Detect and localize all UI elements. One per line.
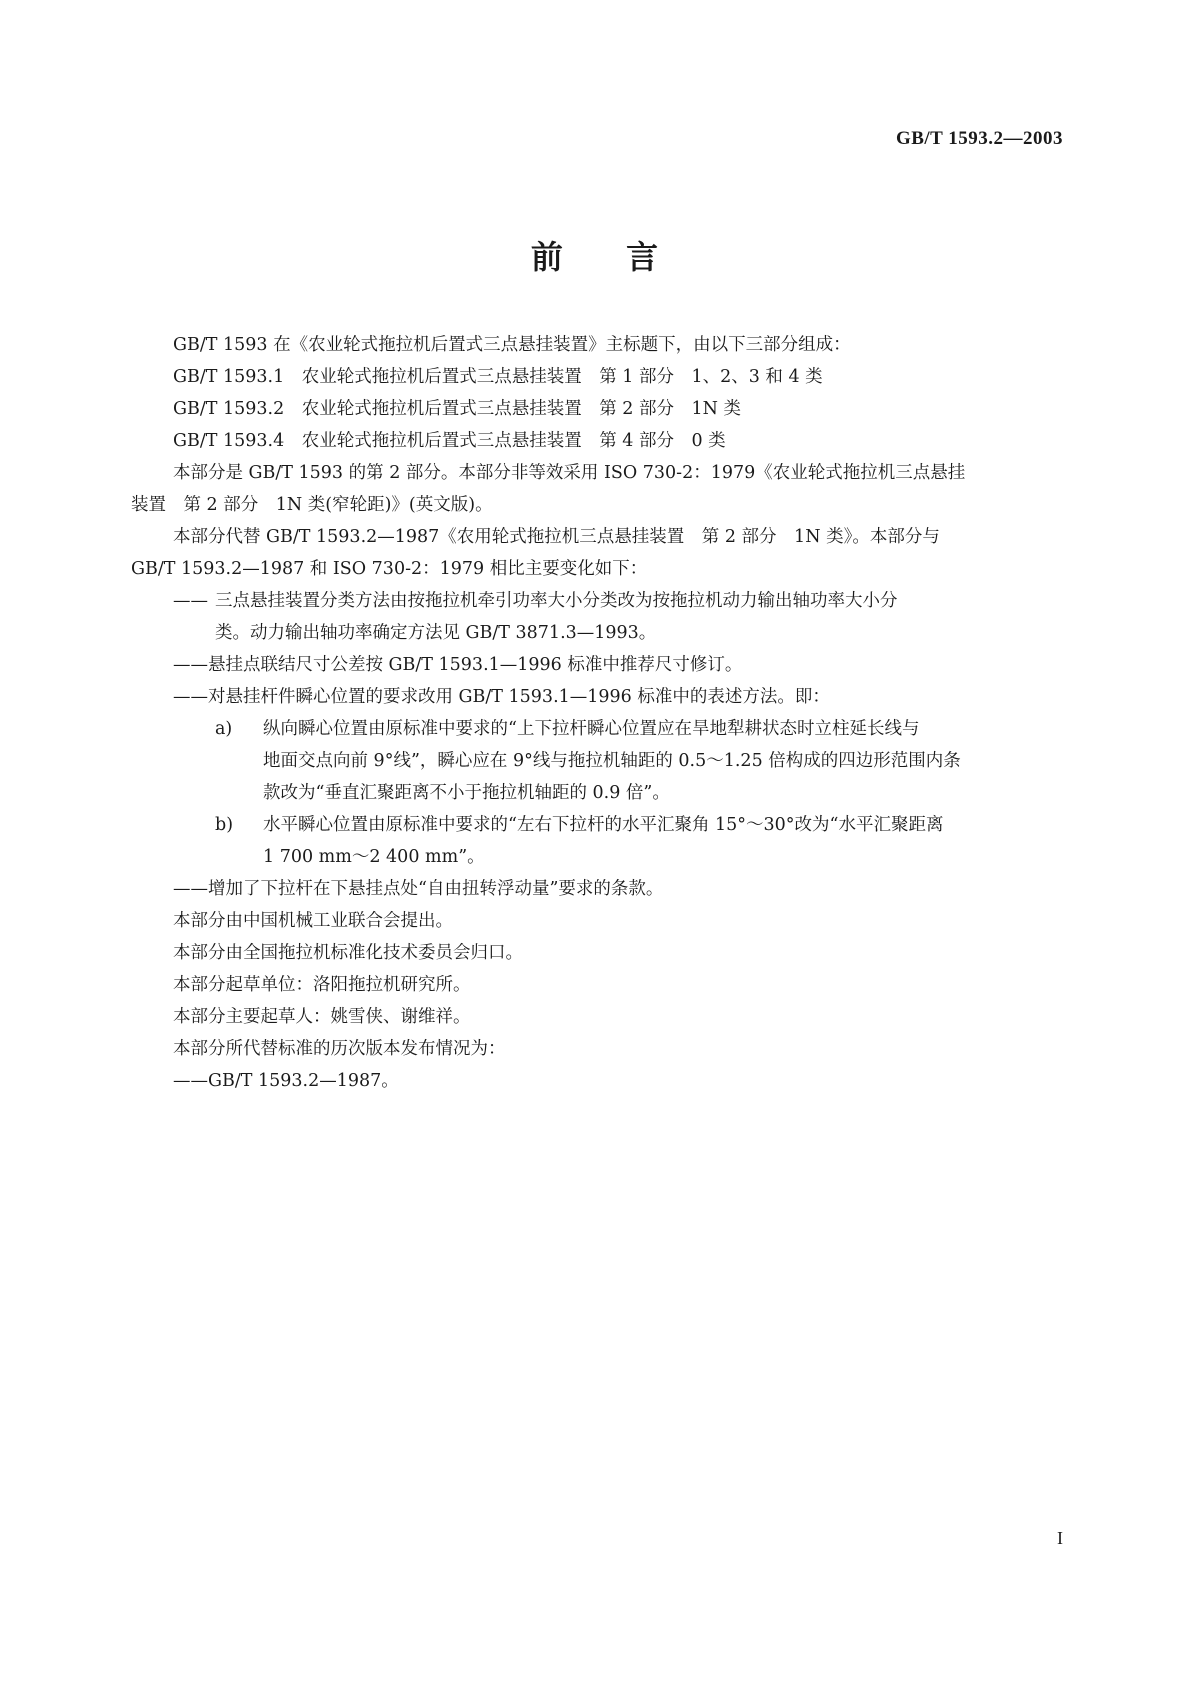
sub-item-a bbox=[131, 713, 1059, 809]
change-text: 三点悬挂装置分类方法由按拖拉机牵引功率大小分类改为按拖拉机动力输出轴功率大小分 bbox=[215, 591, 898, 611]
page-title: 前 言 bbox=[530, 238, 661, 276]
replacement-paragraph-cont: GB/T 1593.2—1987 和 ISO 730-2：1979 相比主要变化如下： bbox=[131, 559, 648, 579]
change-item: ——增加了下拉杆在下悬挂点处“自由扭转浮动量”要求的条款。 bbox=[173, 879, 664, 899]
part-list-item: GB/T 1593.2 农业轮式拖拉机后置式三点悬挂装置 第 2 部分 1N 类 bbox=[173, 399, 741, 419]
sub-item-text: 水平瞬心位置由原标准中要求的“左右下拉杆的水平汇聚角 15°～30°改为“水平汇聚距离 bbox=[263, 815, 944, 835]
history-paragraph: 本部分所代替标准的历次版本发布情况为： bbox=[173, 1039, 506, 1059]
sub-item-label: a) bbox=[215, 719, 233, 739]
sub-item-text: 款改为“垂直汇聚距离不小于拖拉机轴距的 0.9 倍”。 bbox=[263, 783, 670, 803]
foreword-body bbox=[131, 329, 1059, 1097]
replacement-paragraph: 本部分代替 GB/T 1593.2—1987《农用轮式拖拉机三点悬挂装置 第 2 部分 1N 类》。本部分与 bbox=[173, 527, 940, 547]
drafting-unit-paragraph: 本部分起草单位：洛阳拖拉机研究所。 bbox=[173, 975, 471, 995]
change-item bbox=[131, 585, 1059, 649]
drafters-paragraph: 本部分主要起草人：姚雪侠、谢维祥。 bbox=[173, 1007, 471, 1027]
dash-marker: —— bbox=[173, 591, 208, 611]
sub-item-text: 1 700 mm～2 400 mm”。 bbox=[263, 847, 485, 867]
sub-item-label: b) bbox=[215, 815, 234, 835]
proposed-paragraph: 本部分由中国机械工业联合会提出。 bbox=[173, 911, 453, 931]
intro-paragraph: GB/T 1593 在《农业轮式拖拉机后置式三点悬挂装置》主标题下，由以下三部分组成： bbox=[173, 335, 851, 355]
history-item: ——GB/T 1593.2—1987。 bbox=[173, 1071, 399, 1091]
sub-item-text: 地面交点向前 9°线”，瞬心应在 9°线与拖拉机轴距的 0.5～1.25 倍构成的四边形范围内条 bbox=[263, 751, 961, 771]
adoption-paragraph-cont: 装置 第 2 部分 1N 类(窄轮距)》(英文版)。 bbox=[131, 495, 493, 515]
centralized-paragraph: 本部分由全国拖拉机标准化技术委员会归口。 bbox=[173, 943, 523, 963]
part-list-item: GB/T 1593.4 农业轮式拖拉机后置式三点悬挂装置 第 4 部分 0 类 bbox=[173, 431, 726, 451]
sub-item-text: 纵向瞬心位置由原标准中要求的“上下拉杆瞬心位置应在旱地犁耕状态时立柱延长线与 bbox=[263, 719, 920, 739]
adoption-paragraph: 本部分是 GB/T 1593 的第 2 部分。本部分非等效采用 ISO 730-2：1979《农业轮式拖拉机三点悬挂 bbox=[173, 463, 966, 483]
standard-number: GB/T 1593.2—2003 bbox=[895, 128, 1063, 149]
change-item: ——悬挂点联结尺寸公差按 GB/T 1593.1—1996 标准中推荐尺寸修订。 bbox=[173, 655, 743, 675]
part-list-item: GB/T 1593.1 农业轮式拖拉机后置式三点悬挂装置 第 1 部分 1、2、3 和 4 类 bbox=[173, 367, 823, 387]
change-item: ——对悬挂杆件瞬心位置的要求改用 GB/T 1593.1—1996 标准中的表述方法。即： bbox=[173, 687, 830, 707]
sub-item-b bbox=[131, 809, 1059, 873]
change-text-cont: 类。动力输出轴功率确定方法见 GB/T 3871.3—1993。 bbox=[215, 623, 657, 643]
page-number: I bbox=[1057, 1528, 1063, 1548]
